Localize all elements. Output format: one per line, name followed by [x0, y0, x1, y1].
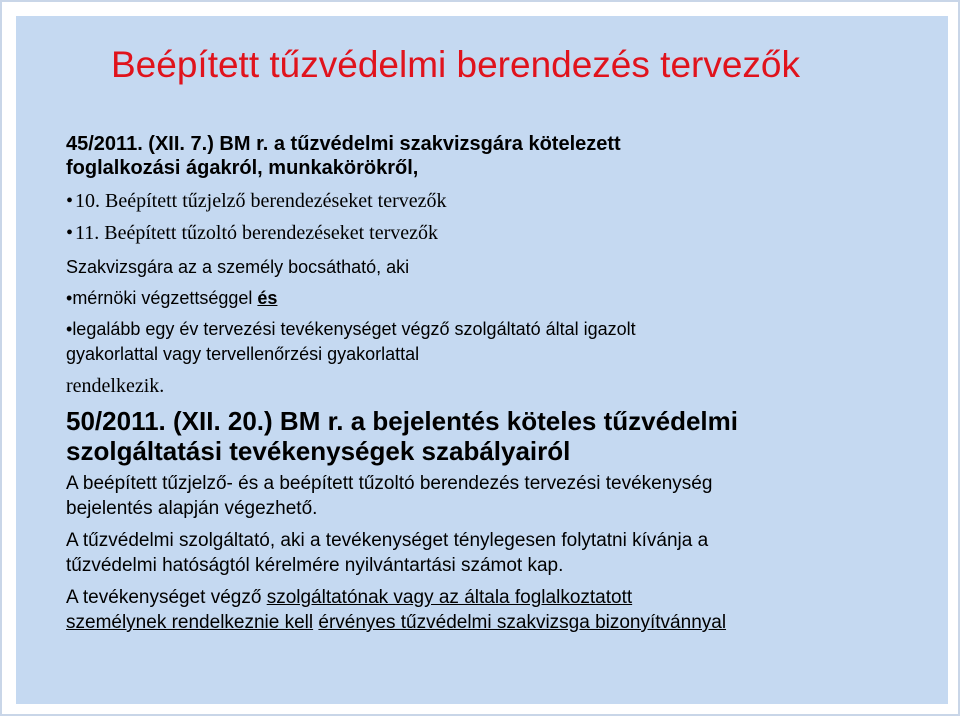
list-item — [66, 189, 447, 213]
paragraph-1-line2: bejelentés alapján végezhető. — [66, 498, 318, 519]
requirement-degree — [66, 287, 277, 309]
bullet-icon: • — [66, 222, 74, 244]
requirement-and: és — [257, 288, 278, 308]
paragraph-1-line1: A beépített tűzjelző- és a beépített tűzoltó berendezés tervezési tevékenység — [66, 473, 713, 494]
requirement-practice-line1: legalább egy év tervezési tevékenységet végző szolgáltató által igazolt — [72, 319, 636, 339]
section2-heading-line2: szolgáltatási tevékenységek szabályairól — [66, 436, 571, 466]
bullet-icon: • — [66, 319, 73, 339]
paragraph-3-underlined-2: személynek rendelkeznie kell — [66, 612, 314, 633]
list-item-text: 10. Beépített tűzjelző berendezéseket tervezők — [75, 190, 447, 212]
section1-heading-line2: foglalkozási ágakról, munkakörökről, — [66, 157, 419, 179]
paragraph-3-lead: A tevékenységet végző — [66, 587, 267, 608]
bullet-icon: • — [66, 288, 73, 308]
eligibility-intro: Szakvizsgára az a személy bocsátható, aki — [66, 257, 410, 277]
list-item — [66, 221, 438, 245]
eligibility-closing: rendelkezik. — [66, 375, 165, 397]
bullet-icon: • — [66, 190, 74, 212]
paragraph-3-line1 — [66, 586, 632, 609]
requirement-practice-line2: gyakorlattal vagy tervellenőrzési gyakorlattal — [66, 344, 420, 364]
paragraph-2-line2: tűzvédelmi hatóságtól kérelmére nyilvántartási számot kap. — [66, 555, 564, 576]
slide-title: Beépített tűzvédelmi berendezés tervezők — [111, 44, 800, 85]
section2-heading-line1: 50/2011. (XII. 20.) BM r. a bejelentés köteles tűzvédelmi — [66, 406, 738, 436]
requirement-degree-text: mérnöki végzettséggel — [72, 288, 258, 308]
requirement-practice — [66, 318, 636, 340]
paragraph-3-underlined-3: érvényes tűzvédelmi szakvizsga bizonyítvánnyal — [318, 612, 727, 633]
paragraph-2-line1: A tűzvédelmi szolgáltató, aki a tevékenységet ténylegesen folytatni kívánja a — [66, 530, 709, 551]
section1-heading-line1: 45/2011. (XII. 7.) BM r. a tűzvédelmi szakvizsgára kötelezett — [66, 133, 621, 155]
list-item-text: 11. Beépített tűzoltó berendezéseket tervezők — [75, 222, 439, 244]
paragraph-3-underlined-1: szolgáltatónak vagy az általa foglalkoztatott — [266, 587, 633, 608]
paragraph-3-line2 — [66, 611, 726, 634]
